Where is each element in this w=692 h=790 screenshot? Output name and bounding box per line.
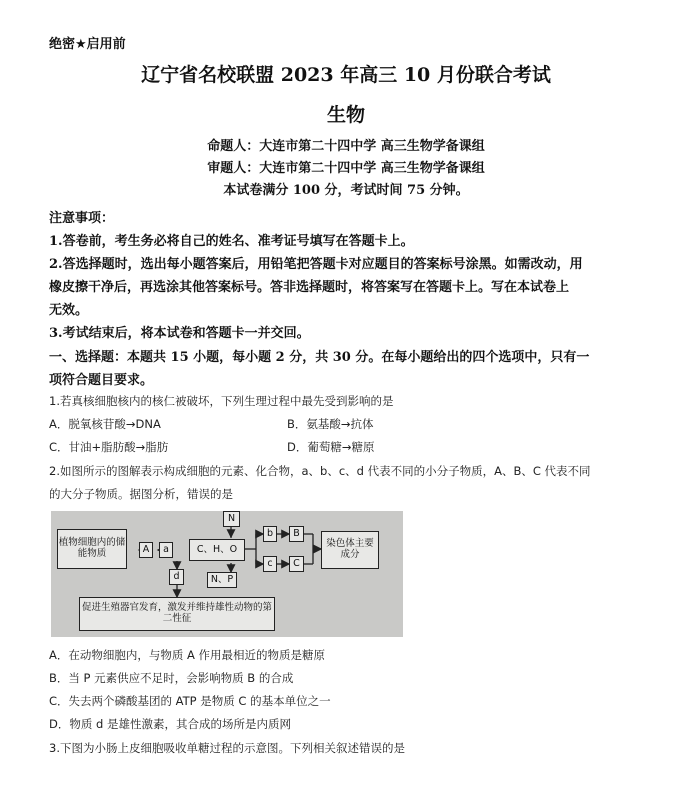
question-1-option-d: D．葡萄糖→糖原: [287, 440, 375, 454]
question-1-option-b: B．氨基酸→抗体: [287, 417, 374, 431]
author-line: 命题人：大连市第二十四中学 高三生物学备课组: [207, 139, 485, 154]
question-1-option-a: A．脱氧核苷酸→DNA: [49, 417, 161, 431]
notice-item-2-line-2: 橡皮擦干净后，再选涂其他答案标号。答非选择题时，将答案写在答题卡上。写在本试卷上: [49, 280, 570, 295]
element-compound-diagram: [51, 511, 403, 637]
confidential-label: 绝密★启用前: [49, 37, 126, 52]
macromolecule-B-box: B: [289, 526, 304, 542]
notice-heading: 注意事项：: [49, 211, 115, 226]
element-CHO-box: C、H、O: [189, 539, 245, 561]
question-2-option-d: D．物质 d 是雄性激素，其合成的场所是内质网: [49, 717, 291, 731]
question-2-stem-line-1: 2.如图所示的图解表示构成细胞的元素、化合物，a、b、c、d 代表不同的小分子物质，A、B、C 代表不同: [49, 464, 591, 478]
section-heading-line-1: 一、选择题：本题共 15 小题，每小题 2 分，共 30 分。在每小题给出的四个选项中，只有一: [49, 350, 590, 365]
question-2-option-b: B．当 P 元素供应不足时，会影响物质 B 的合成: [49, 671, 294, 685]
question-2-option-c: C．失去两个磷酸基团的 ATP 是物质 C 的基本单位之一: [49, 694, 331, 708]
element-N-box: N: [223, 511, 240, 527]
chromosome-component-box: 染色体主要成分: [321, 531, 379, 569]
question-2-stem-line-2: 的大分子物质。据图分析，错误的是: [49, 487, 233, 501]
storage-substance-box: 植物细胞内的储能物质: [57, 529, 127, 569]
question-3-stem: 3.下图为小肠上皮细胞吸收单糖过程的示意图。下列相关叙述错误的是: [49, 741, 405, 755]
small-molecule-b-box: b: [263, 526, 277, 542]
section-heading-line-2: 项符合题目要求。: [49, 373, 154, 388]
question-1-option-c: C．甘油+脂肪酸→脂肪: [49, 440, 169, 454]
question-2-option-a: A．在动物细胞内，与物质 A 作用最相近的物质是糖原: [49, 648, 326, 662]
small-molecule-c-box: c: [263, 556, 277, 572]
exam-title: 辽宁省名校联盟 2023 年高三 10 月份联合考试: [141, 64, 551, 86]
small-molecule-d-box: d: [169, 569, 184, 585]
notice-item-2-line-3: 无效。: [49, 303, 89, 318]
notice-item-1: 1.答卷前，考生务必将自己的姓名、准考证号填写在答题卡上。: [49, 234, 414, 249]
reviewer-line: 审题人：大连市第二十四中学 高三生物学备课组: [207, 161, 485, 176]
subject-title: 生物: [326, 104, 365, 126]
score-time-line: 本试卷满分 100 分，考试时间 75 分钟。: [223, 183, 469, 198]
element-NP-box: N、P: [207, 572, 237, 588]
macromolecule-A-box: A: [139, 542, 153, 558]
macromolecule-C-box: C: [289, 556, 304, 572]
hormone-function-box: 促进生殖器官发育，激发并维持雄性动物的第二性征: [79, 597, 275, 631]
notice-item-3: 3.考试结束后，将本试卷和答题卡一并交回。: [49, 326, 310, 341]
question-1-stem: 1.若真核细胞核内的核仁被破坏，下列生理过程中最先受到影响的是: [49, 394, 394, 408]
small-molecule-a-box: a: [159, 542, 173, 558]
notice-item-2-line-1: 2.答选择题时，选出每小题答案后，用铅笔把答题卡对应题目的答案标号涂黑。如需改动，用: [49, 257, 583, 272]
